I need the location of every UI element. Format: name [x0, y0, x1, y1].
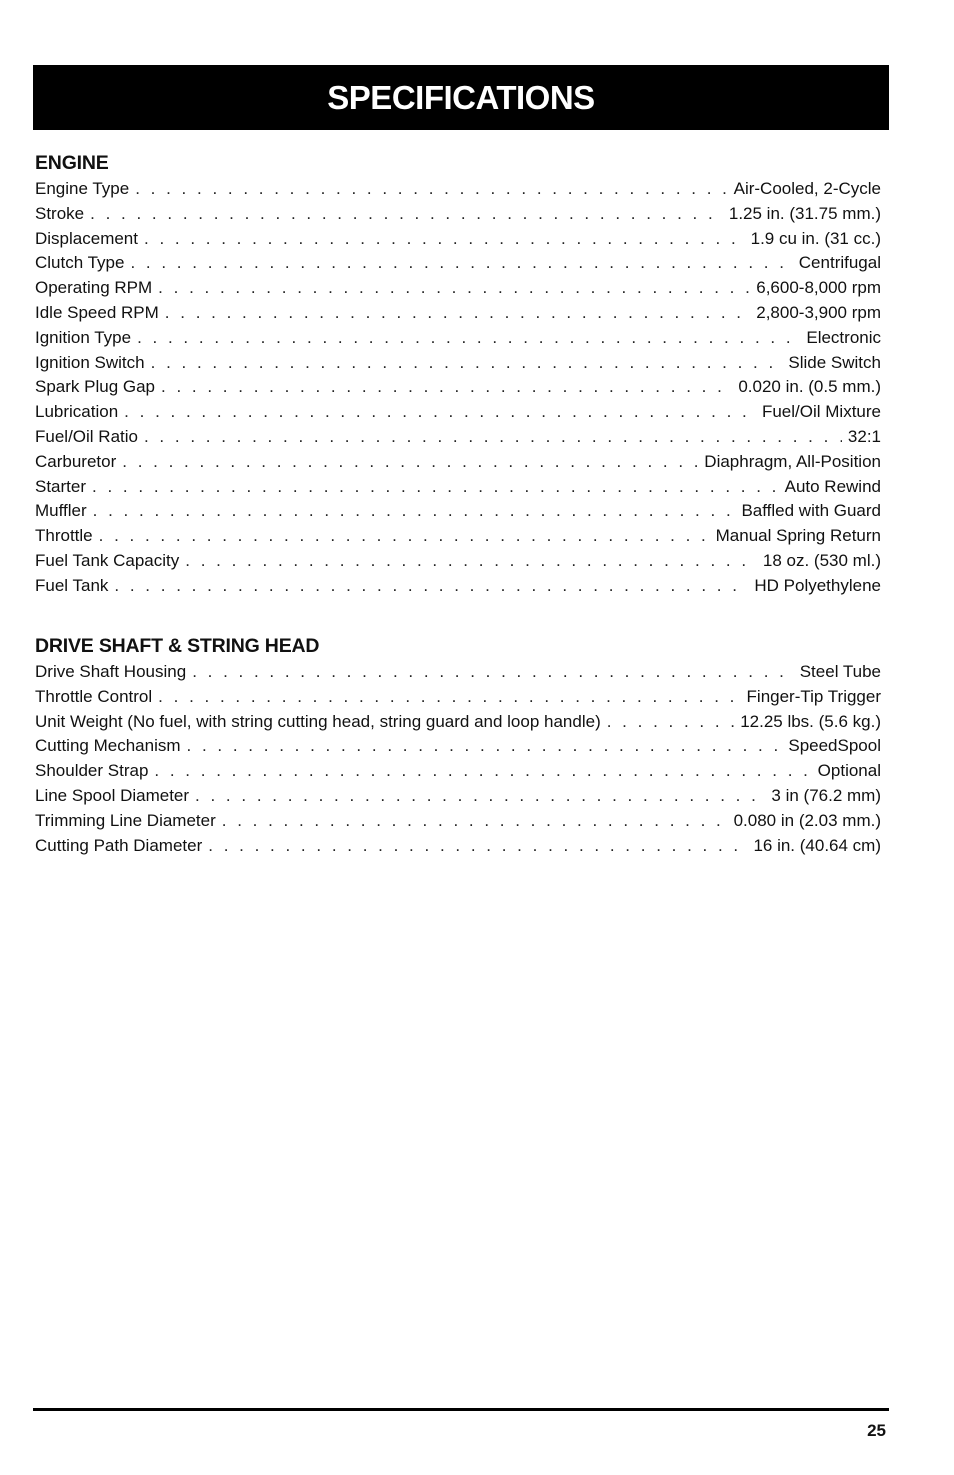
spec-value: HD Polyethylene — [754, 575, 881, 595]
spec-value: Baffled with Guard — [741, 501, 881, 521]
spec-value: Finger-Tip Trigger — [746, 686, 881, 706]
spec-row-operating-rpm — [35, 276, 881, 301]
leader-dots — [192, 660, 794, 685]
engine-section — [35, 149, 881, 599]
spec-label: Engine Type — [35, 179, 130, 198]
drive-shaft-heading: DRIVE SHAFT & STRING HEAD — [35, 635, 320, 657]
spec-label: Clutch Type — [35, 253, 125, 273]
spec-row-fuel-tank-capacity — [35, 549, 881, 574]
leader-dots — [137, 326, 800, 351]
spec-label: Lubrication — [35, 402, 119, 422]
spec-value: 6,600-8,000 rpm — [756, 278, 881, 298]
spec-label: Ignition Type — [35, 327, 132, 347]
spec-value: 1.9 cu in. (31 cc.) — [750, 228, 881, 248]
spec-row-cutting-path-diameter — [35, 834, 881, 859]
spec-label: Fuel Tank — [35, 575, 109, 595]
spec-row-ignition-switch — [35, 351, 881, 376]
leader-dots — [208, 834, 747, 859]
spec-row-ignition-type — [35, 326, 881, 351]
spec-value: Electronic — [806, 327, 881, 347]
leader-dots — [161, 375, 732, 400]
engine-heading: ENGINE — [35, 152, 109, 174]
leader-dots — [154, 759, 811, 784]
leader-dots — [90, 202, 723, 227]
spec-row-clutch-type — [35, 251, 881, 276]
spec-value: Slide Switch — [788, 352, 881, 372]
spec-row-shoulder-strap — [35, 759, 881, 784]
spec-label: Operating RPM — [35, 278, 153, 298]
leader-dots — [185, 549, 757, 574]
spec-value: Centrifugal — [798, 253, 881, 273]
page-title: SPECIFICATIONS — [327, 78, 595, 116]
spec-label: Spark Plug Gap — [35, 377, 156, 397]
spec-value: 0.080 in (2.03 mm.) — [733, 810, 881, 830]
spec-label: Ignition Switch — [35, 352, 145, 372]
spec-value: 16 in. (40.64 cm) — [753, 835, 881, 855]
spec-label: Stroke — [35, 203, 85, 223]
spec-row-lubrication — [35, 400, 881, 425]
spec-row-muffler — [35, 499, 881, 524]
spec-value: Manual Spring Return — [715, 526, 881, 546]
spec-row-stroke — [35, 202, 881, 227]
leader-dots — [92, 475, 779, 500]
spec-row-line-spool-diameter — [35, 784, 881, 809]
spec-label: Unit Weight (No fuel, with string cutting head, string guard and loop handle) — [35, 711, 601, 731]
spec-value: 0.020 in. (0.5 mm.) — [738, 377, 881, 397]
spec-value: 3 in (76.2 mm) — [771, 785, 881, 805]
page-number: 25 — [867, 1421, 886, 1440]
spec-row-engine-type — [35, 177, 881, 202]
spec-row-idle-speed-rpm — [35, 301, 881, 326]
spec-label: Fuel/Oil Ratio — [35, 426, 138, 446]
leader-dots — [144, 425, 842, 450]
drive-shaft-spec-list — [35, 660, 881, 858]
spec-value: Steel Tube — [799, 662, 881, 681]
spec-value: 32:1 — [847, 426, 881, 446]
leader-dots — [187, 734, 783, 759]
leader-dots — [93, 499, 736, 524]
spec-row-unit-weight — [35, 710, 881, 735]
leader-dots — [607, 710, 734, 735]
leader-dots — [99, 524, 710, 549]
spec-label: Cutting Path Diameter — [35, 835, 203, 855]
leader-dots — [124, 400, 756, 425]
leader-dots — [144, 227, 745, 252]
spec-label: Shoulder Strap — [35, 761, 149, 781]
spec-label: Displacement — [35, 228, 138, 248]
spec-row-spark-plug-gap — [35, 375, 881, 400]
spec-label: Cutting Mechanism — [35, 736, 181, 756]
spec-value: 2,800-3,900 rpm — [756, 302, 881, 322]
spec-row-starter — [35, 475, 881, 500]
spec-row-throttle-control — [35, 685, 881, 710]
leader-dots — [135, 177, 727, 202]
spec-row-drive-shaft-housing — [35, 660, 881, 685]
spec-value: 12.25 lbs. (5.6 kg.) — [740, 711, 881, 731]
title-bar — [33, 65, 889, 130]
spec-label: Throttle Control — [35, 686, 153, 706]
spec-value: SpeedSpool — [788, 736, 881, 756]
leader-dots — [222, 809, 728, 834]
leader-dots — [130, 251, 792, 276]
leader-dots — [122, 450, 698, 475]
leader-dots — [195, 784, 765, 809]
leader-dots — [151, 351, 783, 376]
spec-row-throttle — [35, 524, 881, 549]
spec-row-fuel-tank — [35, 574, 881, 599]
leader-dots — [158, 685, 740, 710]
spec-label: Muffler — [35, 501, 87, 521]
spec-value: Air-Cooled, 2-Cycle — [733, 179, 881, 198]
engine-spec-list — [35, 177, 881, 599]
leader-dots — [158, 276, 750, 301]
spec-label: Trimming Line Diameter — [35, 810, 216, 830]
leader-dots — [114, 574, 748, 599]
spec-row-cutting-mechanism — [35, 734, 881, 759]
spec-label: Idle Speed RPM — [35, 302, 159, 322]
spec-label: Starter — [35, 476, 87, 496]
spec-label: Drive Shaft Housing — [35, 662, 187, 681]
spec-value: Fuel/Oil Mixture — [761, 402, 881, 422]
spec-value: 18 oz. (530 ml.) — [762, 550, 881, 570]
drive-shaft-section — [35, 632, 881, 858]
spec-row-trimming-line-diameter — [35, 809, 881, 834]
spec-label: Carburetor — [35, 451, 117, 471]
spec-label: Line Spool Diameter — [35, 785, 190, 805]
leader-dots — [165, 301, 750, 326]
spec-label: Fuel Tank Capacity — [35, 550, 180, 570]
spec-label: Throttle — [35, 526, 93, 546]
spec-row-fuel-oil-ratio — [35, 425, 881, 450]
spec-row-displacement — [35, 227, 881, 252]
spec-value: 1.25 in. (31.75 mm.) — [728, 203, 881, 223]
footer-divider — [33, 1408, 889, 1411]
spec-value: Optional — [817, 761, 881, 781]
spec-value: Auto Rewind — [784, 476, 881, 496]
spec-row-carburetor — [35, 450, 881, 475]
spec-value: Diaphragm, All-Position — [704, 451, 881, 471]
